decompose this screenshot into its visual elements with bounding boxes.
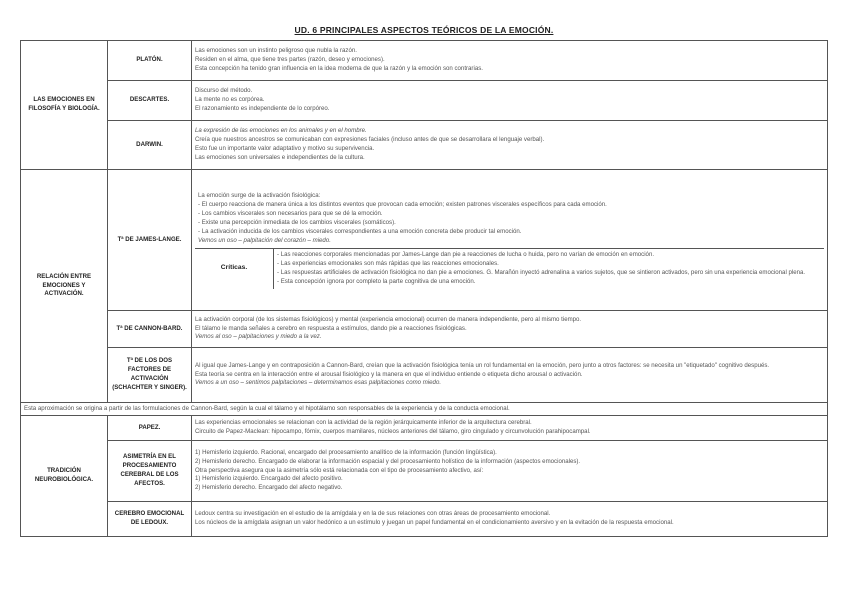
subheading-descartes: DESCARTES.	[108, 81, 192, 121]
category-activacion: RELACIÓN ENTRE EMOCIONES Y ACTIVACIÓN.	[21, 170, 108, 403]
bridge-note: Esta aproximación se origina a partir de las formulaciones de Cannon-Bard, según la cual el tálamo y el hipotálamo son responsables de la experiencia y de la conducta emocional.	[21, 403, 828, 416]
text-line: Ledoux centra su investigación en el estudio de la amígdala y en la de sus relaciones con otras áreas de procesamiento emocional.	[195, 510, 551, 518]
text-line: La activación corporal (de los sistemas fisiológicos) y mental (experiencia emocional) ocurren de manera independiente, pero al mismo tiempo.	[195, 315, 582, 323]
text-line: - Las respuestas artificiales de activación fisiológica no dan pie a emociones. G. Marañón inyectó adrenalina a varios sujetos, que se sintieron activados, pero sin una experiencia emocional plena.	[277, 268, 806, 276]
criticas-table	[195, 249, 824, 289]
text-line: 2) Hemisferio derecho. Encargado de elaborar la información espacial y del procesamiento holístico de la información (aspectos emocionales).	[195, 457, 581, 465]
text-line: Otra perspectiva asegura que la asimetría sólo está relacionada con el tipo de procesamiento afectivo, así:	[195, 466, 484, 474]
subheading-platon: PLATÓN.	[108, 41, 192, 81]
platon-content	[192, 41, 828, 81]
text-line: La mente no es corpórea.	[195, 96, 265, 104]
table-row	[21, 502, 828, 537]
james-lange-content	[192, 170, 828, 311]
text-line: - Las reacciones corporales mencionadas por James-Lange dan pie a reacciones de lucha o huida, pero no varían de emoción en emoción.	[277, 250, 655, 258]
subheading-darwin: DARWIN.	[108, 121, 192, 170]
example-line: Vemos al oso – palpitaciones y miedo a la vez.	[195, 333, 322, 341]
text-line: Residen en el alma, que tiene tres partes (razón, deseo y emociones).	[195, 56, 385, 64]
example-line: Vemos un oso – palpitación del corazón – miedo.	[198, 237, 331, 244]
table-row	[21, 441, 828, 502]
text-line: El tálamo le manda señales a cerebro en respuesta a estímulos, dando pie a reacciones fisiológicas.	[195, 324, 467, 332]
text-line: Las emociones son universales e independientes de la cultura.	[195, 153, 365, 161]
text-line: 1) Hemisferio izquierdo. Racional, encargado del procesamiento analítico de la información (función lingüística).	[195, 448, 497, 456]
summary-table	[20, 40, 828, 537]
example-line: Vemos a un oso – sentimos palpitaciones – determinamos esas palpitaciones como miedo.	[195, 379, 442, 387]
text-line: Esto fue un importante valor adaptativo y motivo su supervivencia.	[195, 145, 375, 152]
table-row	[21, 121, 828, 170]
text-line: - El cuerpo reacciona de manera única a los distintos eventos que provocan cada emoción; existen patrones viscerales específicos para cada emoción.	[198, 201, 607, 209]
darwin-content	[192, 121, 828, 170]
table-row	[21, 170, 828, 311]
dos-factores-content	[192, 348, 828, 403]
table-row	[21, 311, 828, 348]
text-line: - La activación inducida de los cambios viscerales correspondientes a una emoción concreta debe producir tal emoción.	[198, 228, 522, 236]
table-row	[21, 416, 828, 441]
text-line: Esta teoría se centra en la interacción entre el arousal fisiológico y la manera en que el individuo entiende o etiqueta dicho arousal o activación.	[195, 370, 583, 378]
text-line: Creía que nuestros ancestros se comunicaban con expresiones faciales (incluso antes de que se desarrollara el lenguaje verbal).	[195, 136, 545, 144]
subheading-cannon-bard: Tª DE CANNON-BARD.	[108, 311, 192, 348]
text-line: Las emociones son un instinto peligroso que nubla la razón.	[195, 47, 357, 55]
criticas-label: Críticas.	[195, 249, 274, 289]
text-line: 2) Hemisferio derecho. Encargado del afecto negativo.	[195, 484, 343, 492]
text-line: El razonamiento es independiente de lo corpóreo.	[195, 104, 330, 112]
text-line: Esta concepción ha tenido gran influencia en la idea moderna de que la razón y la emoción son contrarias.	[195, 64, 483, 72]
text-line: - Existe una percepción inmediata de los cambios viscerales (somáticos).	[198, 219, 396, 227]
text-line: La emoción surge de la activación fisiológica:	[198, 192, 321, 200]
criticas-content	[274, 249, 825, 289]
table-row	[21, 41, 828, 81]
text-line: Circuito de Papez-Maclean: hipocampo, fórnix, cuerpos mamilares, núcleos anteriores del tálamo, giro cingulado y circunvolución parahipocampal.	[195, 428, 591, 435]
category-filosofia: LAS EMOCIONES EN FILOSOFÍA Y BIOLOGÍA.	[21, 41, 108, 170]
table-row	[21, 81, 828, 121]
table-row	[21, 348, 828, 403]
document-title: UD. 6 PRINCIPALES ASPECTOS TEÓRICOS DE LA EMOCIÓN.	[294, 25, 554, 35]
subheading-ledoux: CEREBRO EMOCIONAL DE LEDOUX.	[108, 502, 192, 537]
text-line: La expresión de las emociones en los animales y en el hombre.	[195, 127, 367, 135]
text-line: - Esta concepción ignora por completo la parte cognitiva de una emoción.	[277, 277, 476, 285]
ledoux-content	[192, 502, 828, 537]
subheading-papez: PAPEZ.	[108, 416, 192, 441]
text-line: Discurso del método.	[195, 87, 253, 95]
text-line: - Los cambios viscerales son necesarios para que se dé la emoción.	[198, 210, 383, 218]
category-neurobiologica: TRADICIÓN NEUROBIOLÓGICA.	[21, 416, 108, 537]
papez-content	[192, 416, 828, 441]
descartes-content	[192, 81, 828, 121]
text-line: 1) Hemisferio izquierdo. Encargado del afecto positivo.	[195, 475, 343, 483]
subheading-asimetria: ASIMETRÍA EN EL PROCESAMIENTO CEREBRAL DE LOS AFECTOS.	[108, 441, 192, 502]
text-line: Los núcleos de la amígdala asignan un valor hedónico a un estímulo y juegan un papel fundamental en el condicionamiento aversivo y en la evitación de la respuesta emocional.	[195, 519, 674, 526]
cannon-bard-content	[192, 311, 828, 348]
subheading-james-lange: Tª DE JAMES-LANGE.	[108, 170, 192, 311]
table-row	[21, 403, 828, 416]
text-line: Al igual que James-Lange y en contraposición a Cannon-Bard, creían que la activación fisiológica tenía un rol fundamental en la emoción, pero junto a otros factores: se necesita un "etiquetado" cognitivo después.	[195, 361, 770, 369]
subheading-dos-factores: Tª DE LOS DOS FACTORES DE ACTIVACIÓN (SCHACHTER Y SINGER).	[108, 348, 192, 403]
text-line: - Las experiencias emocionales son más rápidas que las reacciones emocionales.	[277, 259, 499, 267]
text-line: Las experiencias emocionales se relacionan con la actividad de la región jerárquicamente inferior de la arquitectura cerebral.	[195, 419, 532, 427]
asimetria-content	[192, 441, 828, 502]
